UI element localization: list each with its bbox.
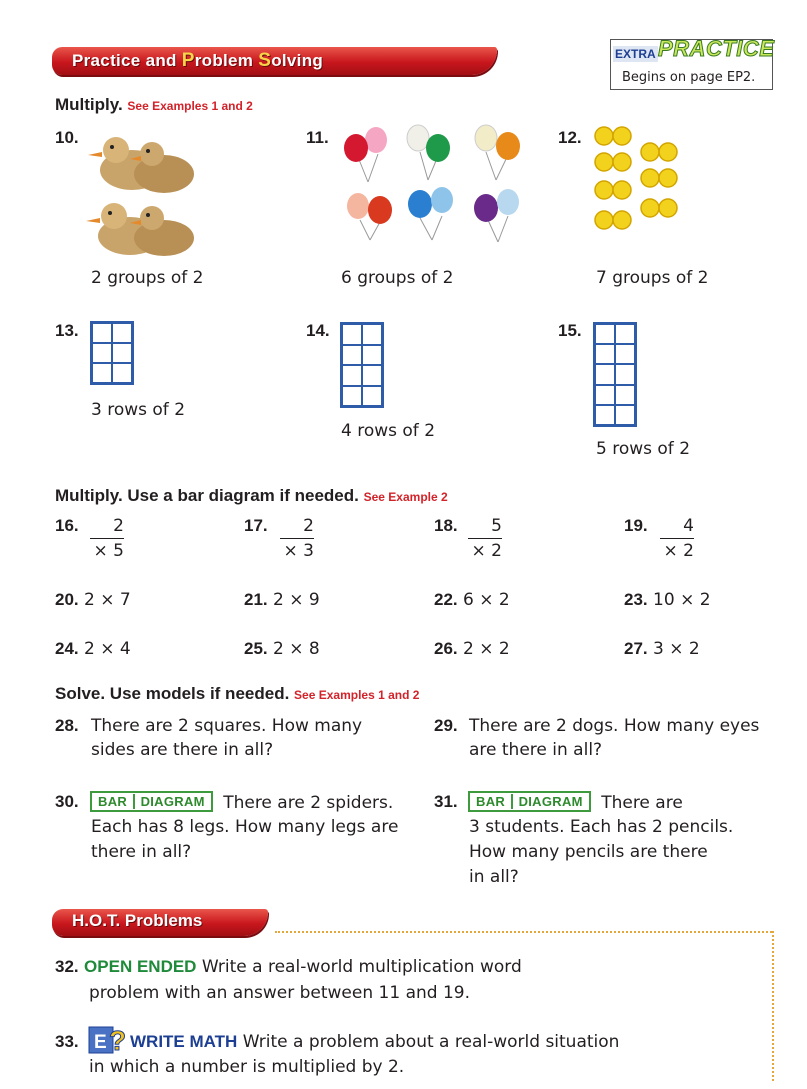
array-grid-5x2 xyxy=(593,322,637,427)
problem-caption: 2 groups of 2 xyxy=(91,268,204,288)
problem-number: 19. xyxy=(624,516,648,535)
vertical-multiplication: 2 × 3 xyxy=(280,514,314,563)
problem-number: 33. xyxy=(55,1032,79,1051)
section-bar-diagram-ref: See Example 2 xyxy=(363,490,448,504)
problem-32-line2: problem with an answer between 11 and 19. xyxy=(89,983,470,1003)
hot-problems-title: H.O.T. Problems xyxy=(72,911,203,930)
array-grid-3x2 xyxy=(90,321,134,385)
word-problem-text: sides are there in all? xyxy=(91,740,274,760)
counters-illustration xyxy=(592,124,688,236)
dotted-border-top xyxy=(275,931,772,933)
extra-practice-extra-label: EXTRA xyxy=(615,47,656,61)
ducklings-illustration xyxy=(84,128,204,258)
horizontal-problem: 26. 2 × 2 xyxy=(434,639,510,659)
horizontal-problem: 24. 2 × 4 xyxy=(55,639,131,659)
dotted-border-right xyxy=(772,931,774,1081)
problem-number: 18. xyxy=(434,516,458,535)
problem-number: 28. xyxy=(55,716,79,735)
problem-caption: 3 rows of 2 xyxy=(91,400,186,420)
vertical-multiplication: 5 × 2 xyxy=(468,514,502,563)
section-bar-diagram-heading: Multiply. Use a bar diagram if needed. See Example 2 xyxy=(55,486,448,505)
word-problem-text: BAR DIAGRAM There are 2 spiders. xyxy=(90,791,393,813)
section-multiply-ref: See Examples 1 and 2 xyxy=(127,99,253,113)
problem-number: 14. xyxy=(306,321,330,340)
horizontal-problem: 25. 2 × 8 xyxy=(244,639,320,659)
problem-number: 12. xyxy=(558,128,582,147)
problem-number: 29. xyxy=(434,716,458,735)
problem-number: 15. xyxy=(558,321,582,340)
write-math-keyword: WRITE MATH xyxy=(130,1032,238,1051)
problem-number: 11. xyxy=(306,128,329,147)
bar-diagram-button[interactable]: BAR DIAGRAM xyxy=(90,791,213,812)
extra-practice-practice-label: PRACTICE xyxy=(658,36,775,61)
bar-diagram-button[interactable]: BAR DIAGRAM xyxy=(468,791,591,812)
open-ended-keyword: OPEN ENDED xyxy=(84,957,197,976)
horizontal-problem: 20. 2 × 7 xyxy=(55,590,131,610)
problem-caption: 5 rows of 2 xyxy=(596,439,691,459)
word-problem-text: are there in all? xyxy=(469,740,603,760)
section-multiply-heading: Multiply. See Examples 1 and 2 xyxy=(55,95,253,114)
problem-number: 30. xyxy=(55,792,79,811)
balloons-illustration xyxy=(338,122,528,252)
problem-number: 17. xyxy=(244,516,268,535)
vertical-multiplication: 2 × 5 xyxy=(90,514,124,563)
word-problem-text: Each has 8 legs. How many legs are xyxy=(91,817,399,837)
problem-33-line2: in which a number is multiplied by 2. xyxy=(89,1057,405,1077)
horizontal-problem: 23. 10 × 2 xyxy=(624,590,711,610)
svg-text:E: E xyxy=(94,1032,107,1053)
word-problem-text: in all? xyxy=(469,867,519,887)
word-problem-text: How many pencils are there xyxy=(469,842,708,862)
word-problem-text: 3 students. Each has 2 pencils. xyxy=(469,817,734,837)
word-problem-text: There are 2 squares. How many xyxy=(91,716,363,736)
word-problem-text: there in all? xyxy=(91,842,192,862)
array-grid-4x2 xyxy=(340,322,384,408)
extra-practice-begins: Begins on page EP2. xyxy=(622,70,756,85)
section-solve-ref: See Examples 1 and 2 xyxy=(294,688,420,702)
horizontal-problem: 27. 3 × 2 xyxy=(624,639,700,659)
write-math-icon xyxy=(88,1024,128,1056)
problem-number: 13. xyxy=(55,321,79,340)
problem-caption: 4 rows of 2 xyxy=(341,421,436,441)
problem-32-line1: 32. OPEN ENDED Write a real-world multiplication word xyxy=(55,957,522,977)
word-problem-text: BAR DIAGRAM There are xyxy=(468,791,683,813)
problem-number: 16. xyxy=(55,516,79,535)
vertical-multiplication: 4 × 2 xyxy=(660,514,694,563)
word-problem-text: There are 2 dogs. How many eyes xyxy=(469,716,760,736)
svg-text:?: ? xyxy=(109,1025,127,1056)
practice-banner-title: Practice and Problem Solving xyxy=(72,50,324,71)
problem-caption: 7 groups of 2 xyxy=(596,268,709,288)
horizontal-problem: 22. 6 × 2 xyxy=(434,590,510,610)
horizontal-problem: 21. 2 × 9 xyxy=(244,590,320,610)
section-solve-heading: Solve. Use models if needed. See Examples 1 and 2 xyxy=(55,684,420,703)
problem-caption: 6 groups of 2 xyxy=(341,268,454,288)
problem-number: 31. xyxy=(434,792,458,811)
problem-number: 10. xyxy=(55,128,79,147)
problem-33-line1: WRITE MATH Write a problem about a real-world situation xyxy=(130,1032,620,1052)
